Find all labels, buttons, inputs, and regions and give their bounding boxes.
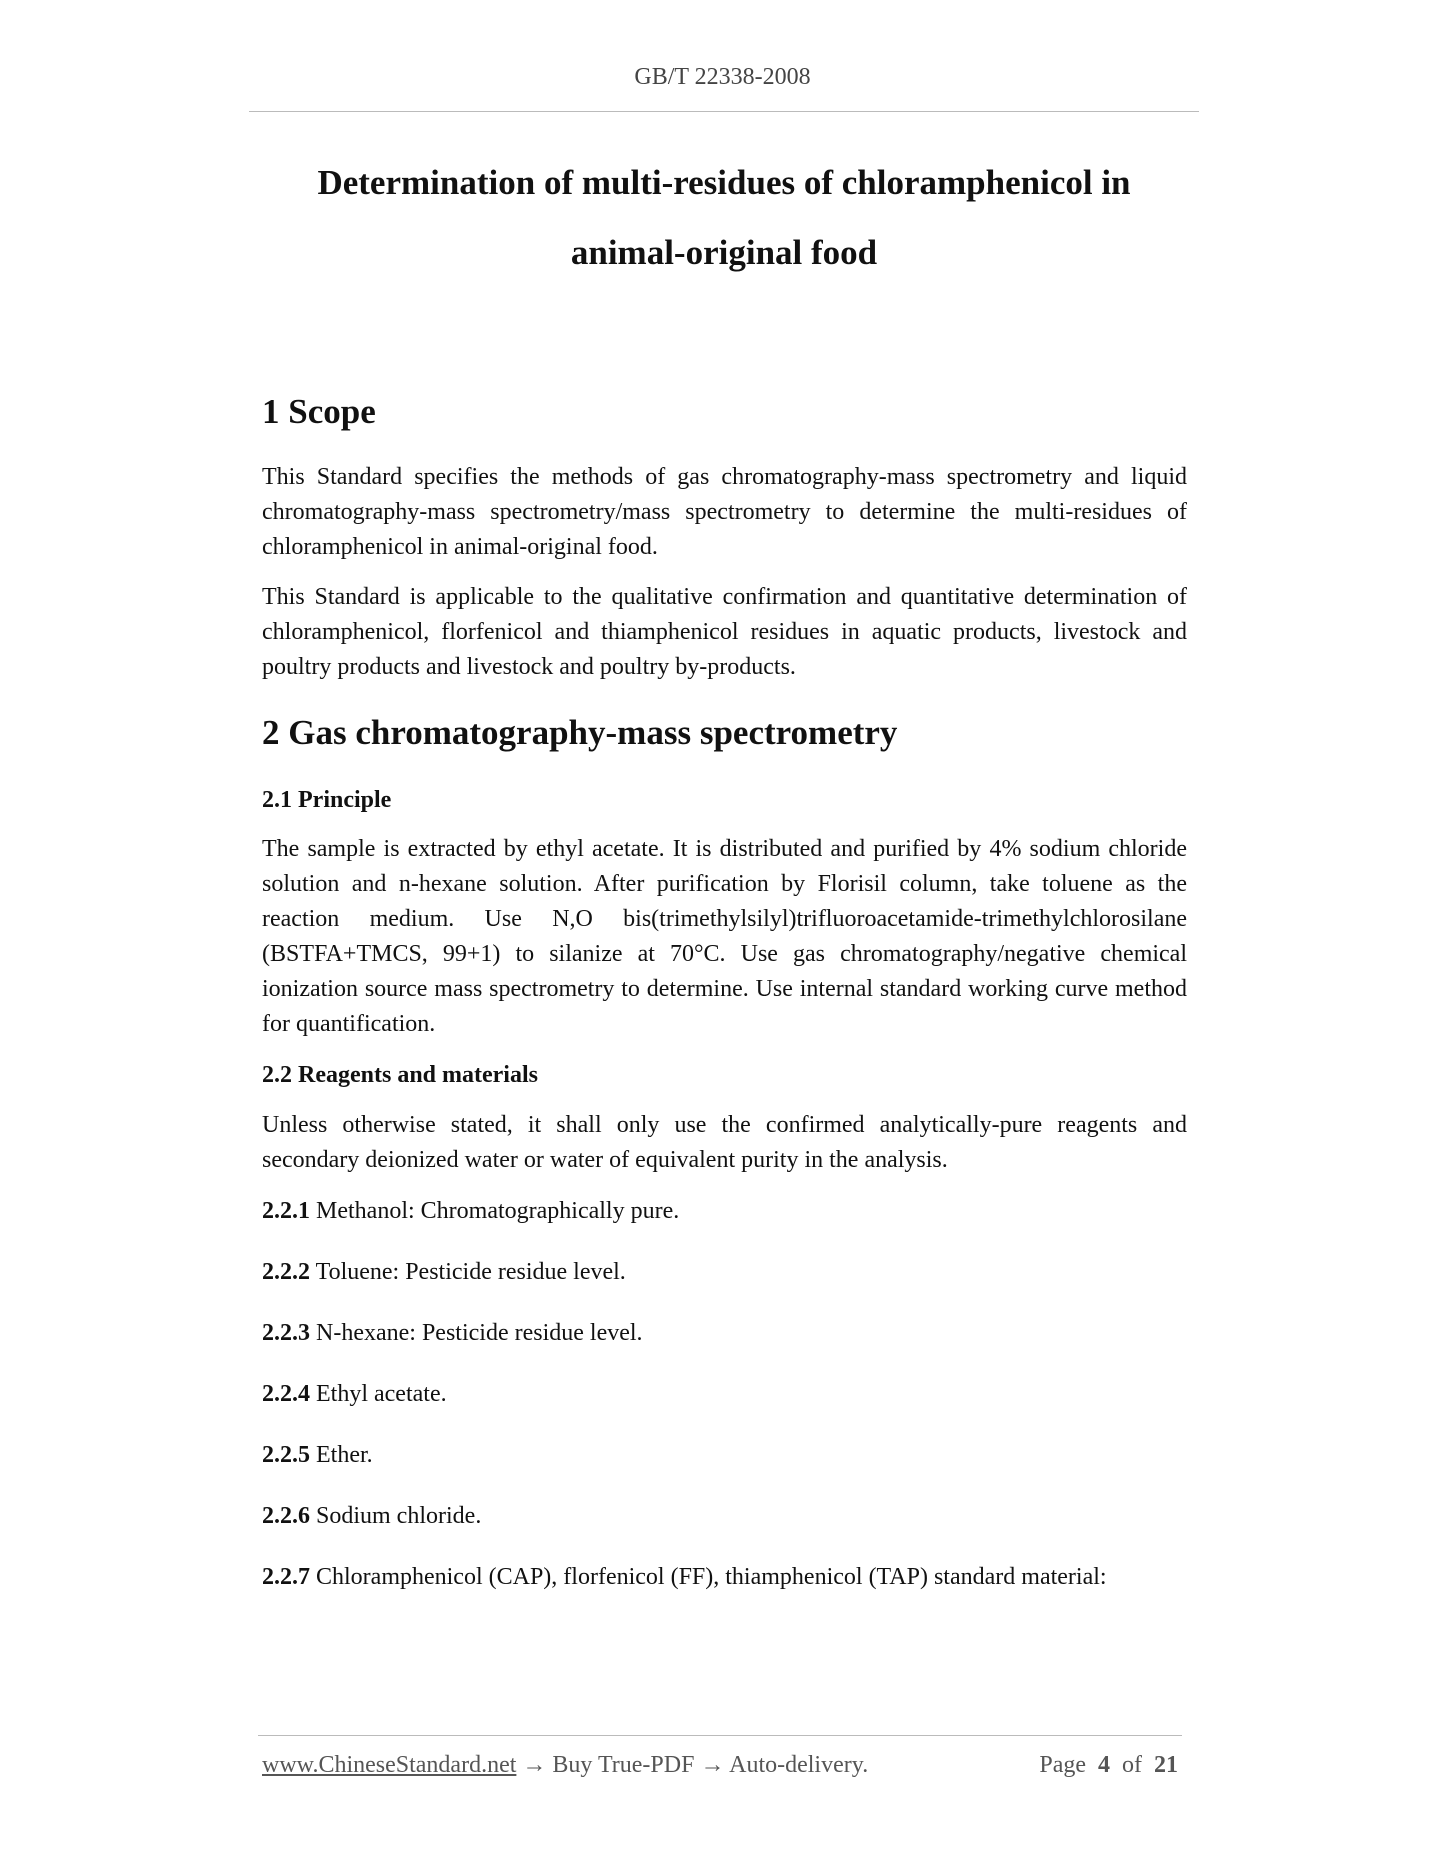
reagent-number: 2.2.7 [262,1564,310,1590]
reagent-item [262,1438,1187,1473]
section-2-heading: 2 Gas chromatography-mass spectrometry [262,713,898,752]
reagents-intro: Unless otherwise stated, it shall only use the confirmed analytically-pure reagents and secondary deionized water or water of equivalent purity in the analysis. [262,1112,1187,1173]
site-link[interactable]: www.ChineseStandard.net [262,1752,517,1778]
header-divider [249,111,1199,112]
reagent-text: Methanol: Chromatographically pure. [316,1198,680,1224]
reagent-text: N-hexane: Pesticide residue level. [316,1320,643,1346]
footer-left [262,1752,868,1779]
section-1-heading: 1 Scope [262,392,376,431]
reagent-text: Chloramphenicol (CAP), florfenicol (FF), thiamphenicol (TAP) standard material: [316,1564,1107,1590]
reagent-number: 2.2.1 [262,1198,310,1224]
reagents-heading: 2.2 Reagents and materials [262,1062,538,1088]
reagent-item [262,1377,1187,1412]
reagent-number: 2.2.3 [262,1320,310,1346]
principle-paragraph: The sample is extracted by ethyl acetate. It is distributed and purified by 4% sodium chloride solution and n-hexane solution. After purification by Florisil column, take toluene as the reaction medium. Use N,O bis(trimethylsilyl)trifluoroacetamide-trimethylchlorosilane (BSTFA+TMCS, 99+1) to silanize at 70°C. Use gas chromatography/negative chemical ionization source mass spectrometry to determine. Use internal standard working curve method for quantification. [262,836,1187,1037]
reagent-text: Ether. [316,1442,373,1468]
page-indicator [1039,1752,1178,1779]
reagent-item [262,1560,1187,1595]
reagent-number: 2.2.2 [262,1259,310,1285]
title-line-2: animal-original food [570,233,878,272]
reagent-text: Ethyl acetate. [316,1381,447,1407]
document-body [262,382,1187,1595]
reagent-text: Sodium chloride. [316,1503,482,1529]
footer-divider [258,1735,1182,1736]
reagent-number: 2.2.4 [262,1381,310,1407]
page-number: 4 [1098,1752,1110,1778]
principle-heading: 2.1 Principle [262,787,392,813]
reagent-item [262,1255,1187,1290]
page-footer [262,1752,1178,1788]
reagent-number: 2.2.5 [262,1442,310,1468]
reagent-number: 2.2.6 [262,1503,310,1529]
of-label: of [1122,1752,1142,1778]
reagent-item [262,1499,1187,1534]
title-line-1: Determination of multi-residues of chloramphenicol in [317,163,1131,202]
scope-paragraph-2: This Standard is applicable to the qualitative confirmation and quantitative determination of chloramphenicol, florfenicol and thiamphenicol residues in aquatic products, livestock and poultry products and livestock and poultry by-products. [262,584,1187,680]
document-code: GB/T 22338-2008 [634,64,811,90]
footer-tagline: → Buy True-PDF → Auto-delivery. [516,1752,869,1778]
page-label: Page [1039,1752,1086,1778]
reagent-item [262,1194,1187,1229]
reagent-item [262,1316,1187,1351]
page-total: 21 [1154,1752,1178,1778]
document-title [249,148,1199,288]
scope-paragraph-1: This Standard specifies the methods of gas chromatography-mass spectrometry and liquid chromatography-mass spectrometry/mass spectrometry to determine the multi-residues of chloramphenicol in animal-original food. [262,464,1187,560]
reagent-text: Toluene: Pesticide residue level. [315,1259,626,1285]
